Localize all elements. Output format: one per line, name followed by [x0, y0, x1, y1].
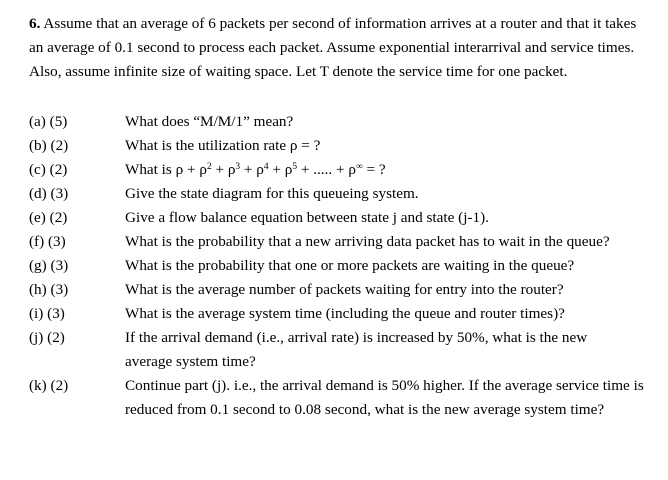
plus-sign: +: [268, 161, 285, 178]
exponent: 5: [292, 161, 298, 172]
series-end: = ?: [362, 161, 386, 178]
part-label: (g) (3): [29, 257, 69, 274]
exponent: 4: [263, 161, 269, 172]
part-text: Continue part (j). i.e., the arrival demand is 50% higher. If the average service time is reduced from 0.1 second to 0.08 second, what is the new average system time?: [125, 377, 644, 418]
part-text: Give a flow balance equation between state j and state (j-1).: [125, 209, 489, 226]
part-text: What is the probability that one or more packets are waiting in the queue?: [125, 257, 575, 274]
plus-sign: +: [240, 161, 257, 178]
part-label: (f) (3): [29, 233, 66, 250]
part-text: What is the average number of packets waiting for entry into the router?: [125, 281, 564, 298]
part-label: (j) (2): [29, 329, 65, 346]
problem-text: Assume that an average of 6 packets per second of information arrives at a router and that it takes an average of 0.1 second to process each packet. Assume exponential interarrival and service times. Also, assume infinite size of waiting space. Let T denote the service time for one packet.: [29, 15, 637, 80]
exponent: ∞: [355, 161, 363, 172]
problem-number: 6.: [29, 15, 41, 32]
rho-symbol: ρ: [227, 161, 236, 178]
part-label: (h) (3): [29, 281, 69, 298]
part-label: (i) (3): [29, 305, 65, 322]
series-prefix: What is ρ + ρ: [125, 161, 207, 178]
rho-symbol: ρ: [256, 161, 264, 178]
part-text: What is the probability that a new arriving data packet has to wait in the queue?: [125, 233, 610, 250]
rho-symbol: ρ: [284, 161, 293, 178]
problem-statement: [29, 12, 654, 84]
exponent: 3: [235, 161, 241, 172]
part-text: What is the utilization rate ρ = ?: [125, 137, 321, 154]
plus-sign: +: [211, 161, 228, 178]
part-text: If the arrival demand (i.e., arrival rate) is increased by 50%, what is the new average system time?: [125, 329, 588, 370]
part-label: (e) (2): [29, 209, 68, 226]
exponent: 2: [206, 161, 212, 172]
part-label: (k) (2): [29, 377, 69, 394]
part-label: (a) (5): [29, 113, 68, 130]
part-label: (d) (3): [29, 185, 69, 202]
part-text: What is the average system time (including the queue and router times)?: [125, 305, 565, 322]
part-text: Give the state diagram for this queueing system.: [125, 185, 419, 202]
series-ellipsis: + ..... + ρ: [297, 161, 356, 178]
part-text: What does “M/M/1” mean?: [125, 113, 294, 130]
part-label: (b) (2): [29, 137, 69, 154]
part-label: (c) (2): [29, 161, 68, 178]
part-text: [125, 158, 650, 182]
